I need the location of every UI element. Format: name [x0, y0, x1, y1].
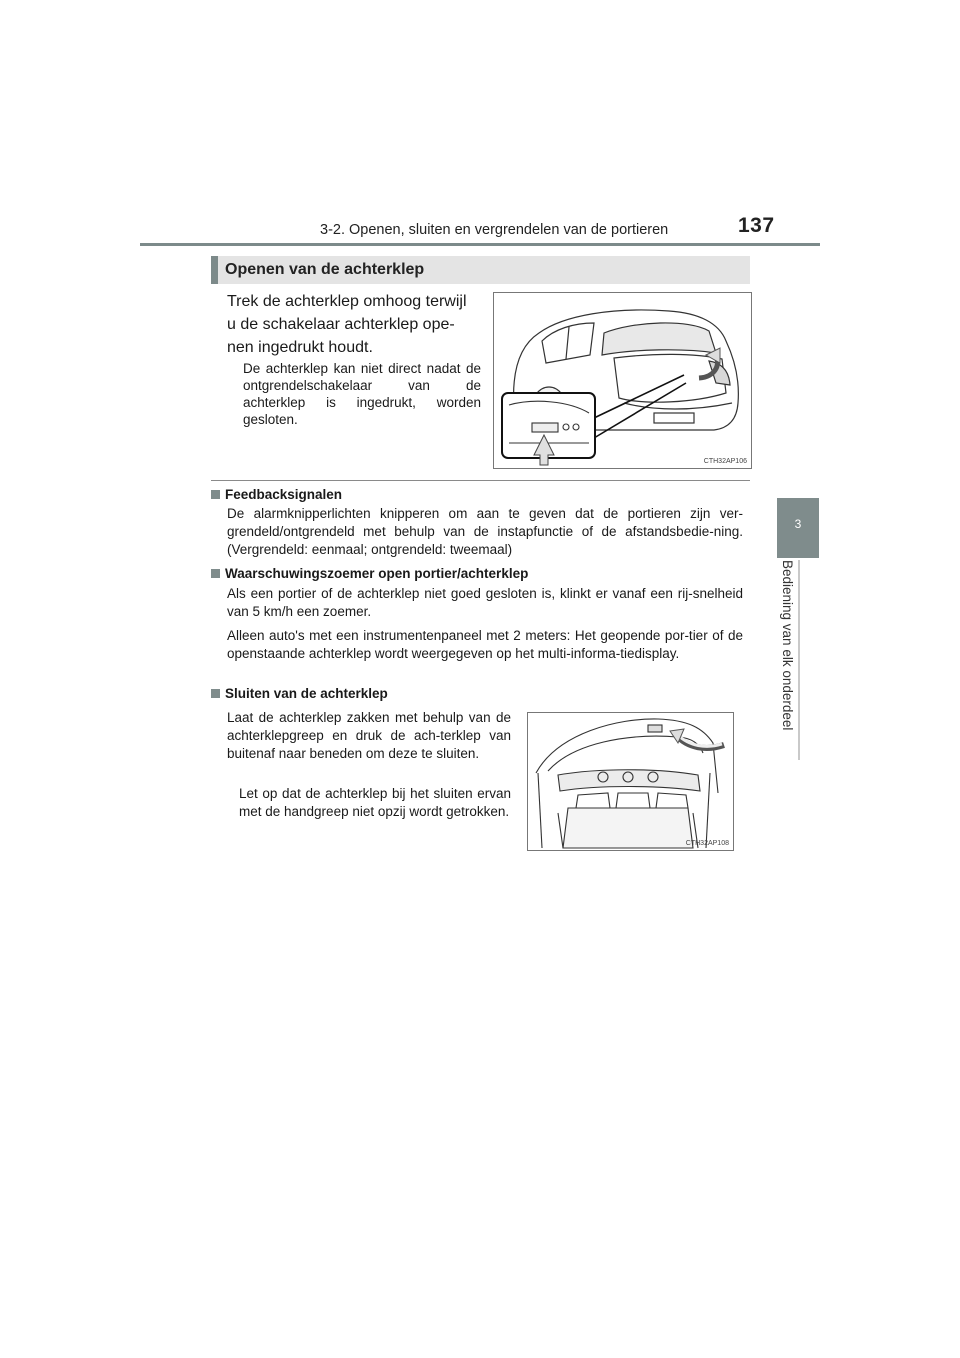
item-heading-feedback	[211, 487, 342, 502]
item-heading-text: Feedbacksignalen	[225, 487, 343, 502]
instruction-line: nen ingedrukt houdt.	[227, 339, 373, 356]
section-heading-accent	[211, 256, 218, 284]
figure-code: CTH32AP108	[685, 840, 729, 847]
page-number: 137	[738, 214, 775, 237]
instruction-line: Trek de achterklep omhoog terwijl	[227, 293, 467, 310]
item-paragraph: Als een portier of de achterklep niet goed gesloten is, klinkt er vanaf een rij-snelheid van 5 km/h een zoemer.	[227, 586, 743, 619]
instruction-text	[227, 290, 480, 359]
item-heading-text: Sluiten van de achterklep	[225, 686, 388, 701]
tailgate-opening-illustration	[493, 292, 752, 469]
square-bullet-icon	[211, 490, 220, 499]
item-heading-buzzer	[211, 566, 528, 581]
section-separator	[211, 480, 750, 481]
instruction-line: u de schakelaar achterklep ope-	[227, 316, 455, 333]
item-heading-text: Waarschuwingszoemer open portier/achterklep	[225, 566, 529, 581]
item-paragraph: De alarmknipperlichten knipperen om aan te geven dat de portieren zijn ver-grendeld/ontgrendeld met behulp van de instapfunctie of de afstandsbedie-ning. (Vergrendeld: eenmaal; ontgrendeld: tweemaal)	[227, 506, 743, 557]
running-header-title: 3-2. Openen, sluiten en vergrendelen van de portieren	[320, 222, 669, 238]
header-rule	[140, 243, 820, 246]
square-bullet-icon	[211, 569, 220, 578]
tailgate-closing-illustration	[527, 712, 734, 851]
section-heading: Openen van de achterklep	[225, 261, 425, 278]
square-bullet-icon	[211, 689, 220, 698]
instruction-note: De achterklep kan niet direct nadat de ontgrendelschakelaar van de achterklep is ingedrukt, worden gesloten.	[243, 361, 481, 427]
car-rear-drawing	[494, 293, 751, 468]
open-tailgate-drawing	[528, 713, 733, 850]
item-paragraph: Let op dat de achterklep bij het sluiten ervan met de handgreep niet opzij wordt getrokken.	[239, 786, 511, 819]
item-paragraph: Laat de achterklep zakken met behulp van de achterklepgreep en druk de ach-terklep van buitenaf naar beneden om deze te sluiten.	[227, 710, 511, 761]
item-paragraph: Alleen auto's met een instrumentenpaneel met 2 meters: Het geopende por-tier of de openstaande achterklep wordt weergegeven op het multi-informa-tiedisplay.	[227, 628, 743, 661]
figure-code: CTH32AP106	[703, 458, 747, 465]
chapter-tab-rule	[798, 560, 800, 760]
chapter-number: 3	[794, 517, 802, 531]
chapter-label: Bediening van elk onderdeel	[780, 560, 795, 731]
item-heading-closing	[211, 686, 388, 701]
